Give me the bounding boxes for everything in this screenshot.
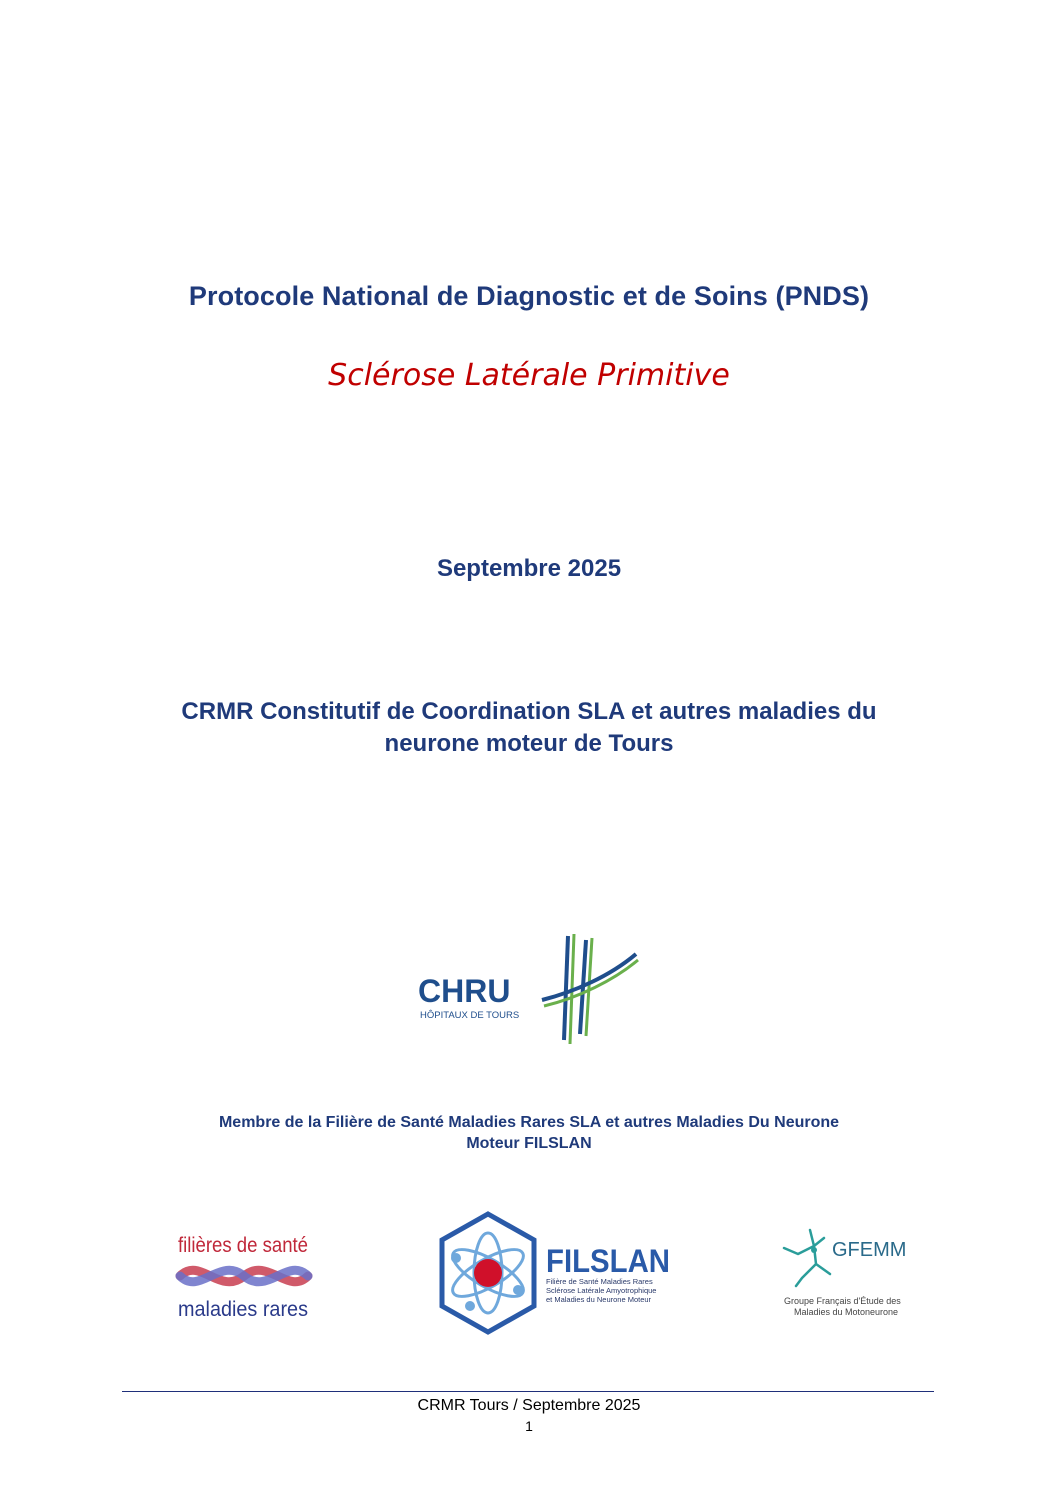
filieres-sante-logo: [170, 1228, 318, 1322]
filieres-logo-line2: maladies rares: [178, 1298, 308, 1321]
footer-text: CRMR Tours / Septembre 2025: [417, 1397, 641, 1414]
membership-line2: Moteur FILSLAN: [466, 1135, 592, 1152]
footer-divider: [122, 1391, 934, 1392]
chru-logo-name: CHRU: [418, 973, 511, 1009]
page-number: 1: [525, 1418, 533, 1434]
center-name-line1: CRMR Constitutif de Coordination SLA et autres maladies du: [181, 698, 877, 725]
gfemm-logo-desc1: Groupe Français d'Étude des: [784, 1296, 901, 1306]
center-name: [0, 696, 1058, 760]
document-subtitle: Sclérose Latérale Primitive: [328, 358, 730, 393]
gfemm-logo-name: GFEMM: [832, 1239, 907, 1261]
filslan-logo: [430, 1210, 676, 1336]
chru-logo: [414, 932, 646, 1050]
filieres-logo-line1: filières de santé: [178, 1234, 308, 1257]
filslan-logo-desc3: et Maladies du Neurone Moteur: [546, 1295, 652, 1304]
filslan-logo-name: FILSLAN: [546, 1243, 670, 1279]
center-name-line2: neurone moteur de Tours: [384, 730, 674, 757]
gfemm-logo-desc2: Maladies du Motoneurone: [794, 1307, 899, 1317]
membership-line1: Membre de la Filière de Santé Maladies Rares SLA et autres Maladies Du Neurone: [218, 1114, 840, 1131]
filslan-logo-desc1: Filière de Santé Maladies Rares: [546, 1277, 653, 1286]
document-date: Septembre 2025: [436, 555, 622, 582]
gfemm-logo: [780, 1224, 926, 1320]
chru-logo-tagline: HÔPITAUX DE TOURS: [420, 1010, 520, 1021]
membership-statement: [0, 1112, 1058, 1154]
document-title: Protocole National de Diagnostic et de Soins (PNDS): [188, 281, 870, 311]
filslan-logo-desc2: Sclérose Latérale Amyotrophique: [546, 1286, 657, 1295]
